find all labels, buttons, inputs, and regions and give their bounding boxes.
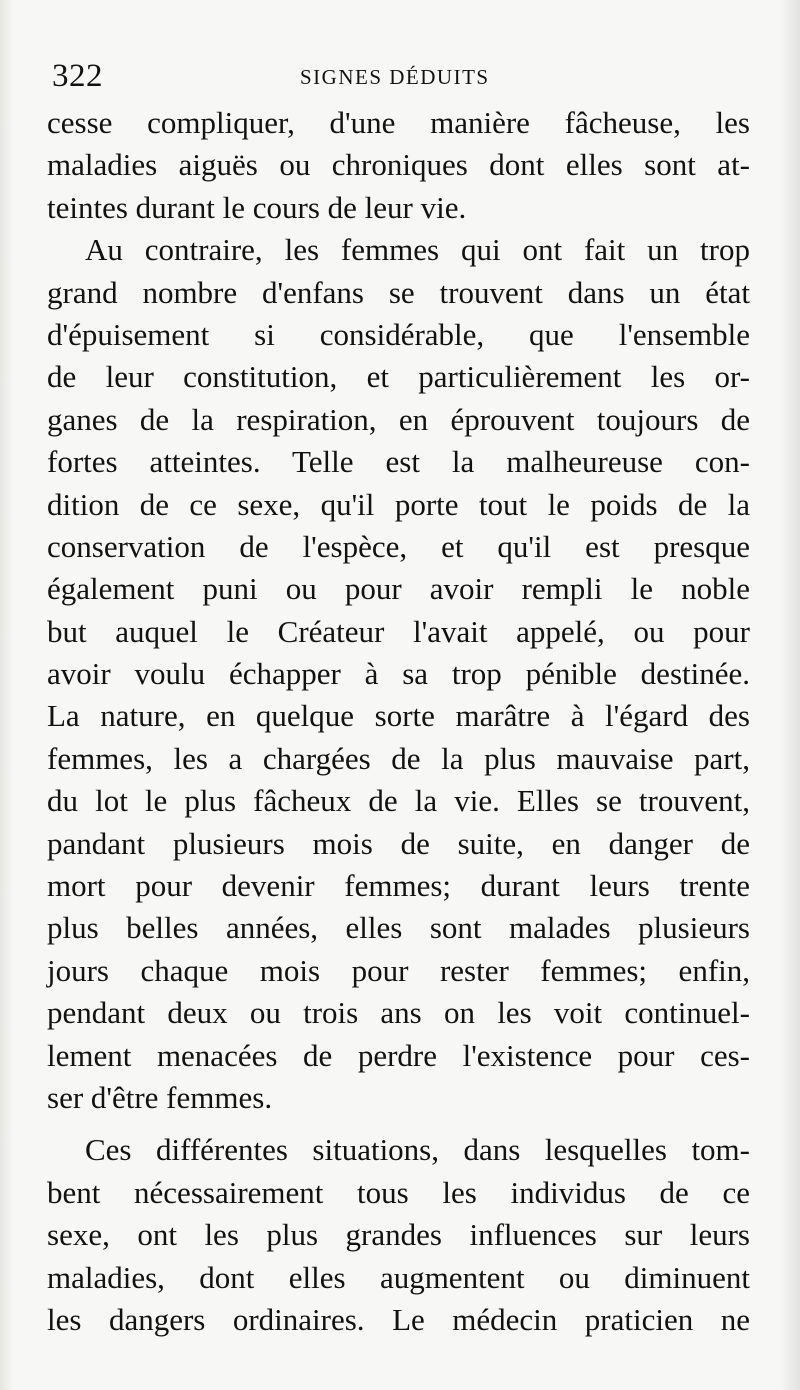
- text-line: ganes de la respiration, en éprouvent toujours de: [47, 401, 750, 437]
- text-line: jours chaque mois pour rester femmes; enfin,: [47, 952, 750, 988]
- paragraph: [47, 1129, 750, 1341]
- text-line: cesse compliquer, d'une manière fâcheuse, les: [47, 105, 750, 140]
- text-line: dition de ce sexe, qu'il porte tout le poids de la: [47, 486, 750, 522]
- text-line: du lot le plus fâcheux de la vie. Elles se trouvent,: [47, 783, 750, 819]
- text-line: femmes, les a chargées de la plus mauvaise part,: [47, 740, 750, 776]
- page-left-shadow: [0, 0, 14, 1390]
- paragraph: [47, 102, 750, 229]
- text-line: maladies, dont elles augmentent ou diminuent: [47, 1259, 750, 1295]
- text-line: grand nombre d'enfans se trouvent dans un état: [47, 274, 750, 310]
- text-line: avoir voulu échapper à sa trop pénible destinée.: [47, 656, 750, 692]
- text-line: La nature, en quelque sorte marâtre à l'égard des: [47, 698, 750, 734]
- text-line: teintes durant le cours de leur vie.: [47, 189, 467, 225]
- body-text: [47, 102, 750, 1341]
- text-line: Au contraire, les femmes qui ont fait un trop: [85, 232, 750, 268]
- text-line: également puni ou pour avoir rempli le noble: [47, 571, 750, 607]
- text-line: lement menacées de perdre l'existence pour ces-: [47, 1037, 750, 1073]
- text-line: plus belles années, elles sont malades plusieurs: [47, 910, 750, 946]
- text-line: pendant deux ou trois ans on les voit continuel-: [47, 995, 750, 1031]
- text-line: conservation de l'espèce, et qu'il est presque: [47, 528, 750, 564]
- text-line: maladies aiguës ou chroniques dont elles sont at-: [47, 147, 750, 183]
- text-line: les dangers ordinaires. Le médecin praticien ne: [47, 1301, 750, 1337]
- text-line: but auquel le Créateur l'avait appelé, ou pour: [47, 613, 750, 649]
- text-line: de leur constitution, et particulièrement les or-: [47, 359, 750, 395]
- paragraph-gap: [47, 1119, 750, 1129]
- text-line: bent nécessairement tous les individus de ce: [47, 1174, 750, 1210]
- page-right-shadow: [780, 0, 800, 1390]
- text-line: fortes atteintes. Telle est la malheureuse con-: [47, 444, 750, 480]
- page-header: [52, 56, 752, 96]
- running-title: SIGNES DÉDUITS: [300, 65, 490, 89]
- text-line: d'épuisement si considérable, que l'ensemble: [47, 316, 750, 352]
- text-line: ser d'être femmes.: [47, 1079, 273, 1115]
- paragraph: [47, 229, 750, 1119]
- text-line: mort pour devenir femmes; durant leurs trente: [47, 868, 750, 904]
- text-line: pandant plusieurs mois de suite, en danger de: [47, 825, 750, 861]
- text-line: Ces différentes situations, dans lesquelles tom-: [85, 1132, 750, 1168]
- page-number: 322: [52, 58, 103, 94]
- text-line: sexe, ont les plus grandes influences sur leurs: [47, 1217, 750, 1253]
